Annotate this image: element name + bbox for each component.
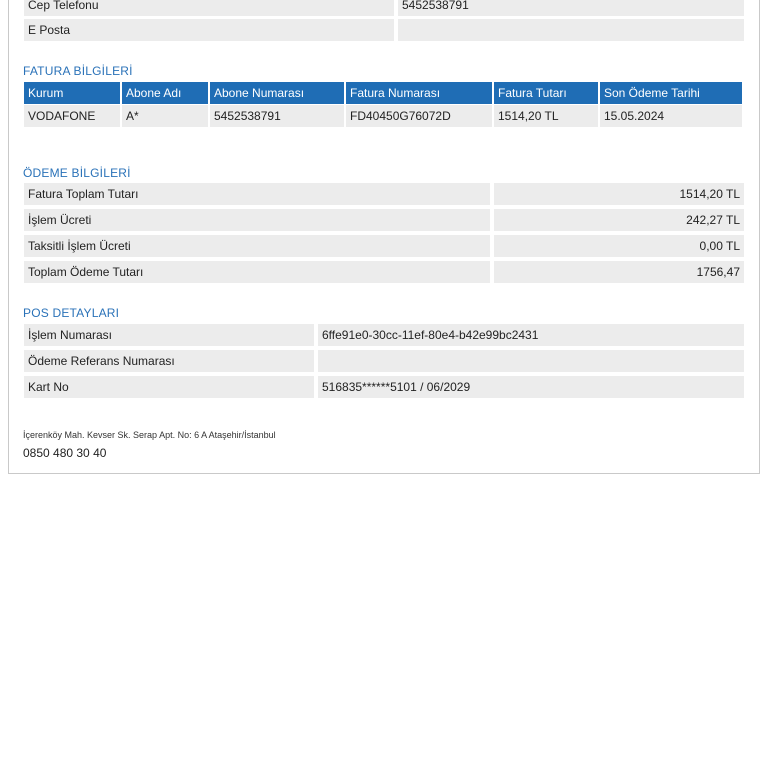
pos-label: Kart No (24, 376, 314, 398)
fatura-header-kurum: Kurum (24, 82, 120, 104)
fatura-header-abone-numarasi: Abone Numarası (210, 82, 344, 104)
footer-phone: 0850 480 30 40 (23, 446, 107, 460)
fatura-section-title: FATURA BİLGİLERİ (23, 64, 133, 78)
odeme-label: Fatura Toplam Tutarı (24, 183, 490, 205)
contact-value (398, 19, 744, 41)
table-row (24, 235, 744, 257)
table-row (24, 261, 744, 283)
odeme-value: 242,27 TL (494, 209, 744, 231)
fatura-header-abone-adi: Abone Adı (122, 82, 208, 104)
table-row (24, 376, 744, 398)
pos-value: 516835******5101 / 06/2029 (318, 376, 744, 398)
fatura-cell-abone-numarasi: 5452538791 (210, 105, 344, 127)
fatura-header-fatura-tutari: Fatura Tutarı (494, 82, 598, 104)
odeme-section-title: ÖDEME BİLGİLERİ (23, 166, 131, 180)
fatura-cell-fatura-tutari: 1514,20 TL (494, 105, 598, 127)
odeme-label: İşlem Ücreti (24, 209, 490, 231)
odeme-value: 1514,20 TL (494, 183, 744, 205)
pos-section-title: POS DETAYLARI (23, 306, 120, 320)
receipt-sheet (8, 0, 760, 474)
odeme-value: 0,00 TL (494, 235, 744, 257)
pos-value: 6ffe91e0-30cc-11ef-80e4-b42e99bc2431 (318, 324, 744, 346)
fatura-cell-kurum: VODAFONE (24, 105, 120, 127)
odeme-label: Taksitli İşlem Ücreti (24, 235, 490, 257)
odeme-value: 1756,47 (494, 261, 744, 283)
contact-label: E Posta (24, 19, 394, 41)
contact-row-phone (24, 0, 744, 16)
table-row (24, 183, 744, 205)
contact-label: Cep Telefonu (24, 0, 394, 16)
pos-value (318, 350, 744, 372)
fatura-table-header (24, 82, 742, 104)
pos-label: Ödeme Referans Numarası (24, 350, 314, 372)
fatura-header-son-odeme-tarihi: Son Ödeme Tarihi (600, 82, 742, 104)
fatura-cell-abone-adi: A* (122, 105, 208, 127)
fatura-header-fatura-numarasi: Fatura Numarası (346, 82, 492, 104)
contact-row-email (24, 19, 744, 41)
fatura-cell-fatura-numarasi: FD40450G76072D (346, 105, 492, 127)
table-row (24, 350, 744, 372)
footer-address: İçerenköy Mah. Kevser Sk. Serap Apt. No: 6 A Ataşehir/İstanbul (23, 430, 276, 440)
table-row (24, 105, 742, 127)
pos-label: İşlem Numarası (24, 324, 314, 346)
odeme-label: Toplam Ödeme Tutarı (24, 261, 490, 283)
table-row (24, 324, 744, 346)
contact-value: 5452538791 (398, 0, 744, 16)
fatura-cell-son-odeme-tarihi: 15.05.2024 (600, 105, 742, 127)
table-row (24, 209, 744, 231)
